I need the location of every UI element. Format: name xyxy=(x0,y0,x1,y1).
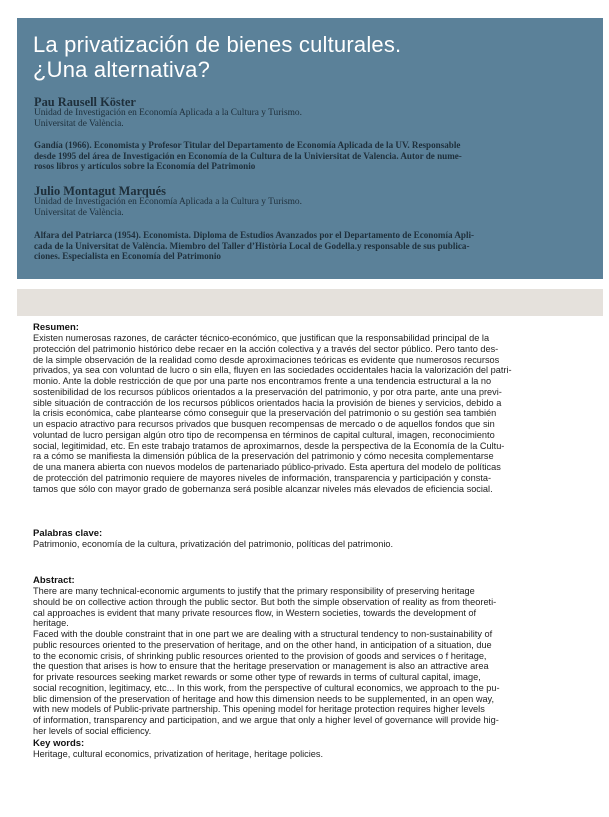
abstract-line: of information, transparency and participation, and we argue that only a higher level of governance will provide hig- xyxy=(33,715,499,725)
abstract-line: to the economic crisis, of shrinking public resources oriented to the provision of goods and services o f heritage, xyxy=(33,650,487,661)
abstract-line: should be on collective action through the public sector. But both the simple observation of reality as from theoreti- xyxy=(33,596,497,607)
resumen-line: tamos que sólo con mayor grado de gobernanza será posible alcanzar niveles más elevados de eficiencia social. xyxy=(33,483,493,494)
author-bio-1 xyxy=(34,140,462,172)
palabras-clave-text xyxy=(33,539,593,550)
abstract-line: blic dimension of the preservation of heritage and how this dimension needs to be supplemented, in an open way, xyxy=(33,693,495,704)
palabras-clave-label: Palabras clave: xyxy=(33,528,103,539)
resumen-line: un espacio atractivo para recursos privados que busquen recompensas de mercado o de aquellos fondos que sin xyxy=(33,419,495,429)
affiliation-line: Universitat de València. xyxy=(34,207,124,218)
key-words-line: Heritage, cultural economics, privatization of heritage, heritage policies. xyxy=(33,749,324,759)
abstract-line: There are many technical-economic arguments to justify that the primary responsibility of preserving heritage xyxy=(33,586,475,596)
affiliation-line: Universitat de València. xyxy=(34,118,124,129)
abstract-section xyxy=(33,575,593,737)
article-header xyxy=(17,18,603,279)
abstract-line: social recognition, legitimacy, etc... In this work, from the perspective of cultural economics, we approach to the pu- xyxy=(33,682,500,693)
abstract-line: cal approaches is evident that many private resources flow, in Western societies, towards the development of xyxy=(33,607,477,618)
title-line-1: La privatización de bienes culturales. xyxy=(33,32,402,57)
resumen-line: privados, ya sea con voluntad de lucro o sin ella, fluyen en las sociedades occidentales hacia la valorización del patri- xyxy=(33,365,512,376)
resumen-line: Existen numerosas razones, de carácter técnico-económico, que justifican que la responsabilidad principal de la xyxy=(33,333,490,343)
resumen-text xyxy=(33,333,593,494)
title-line-2: ¿Una alternativa? xyxy=(33,57,211,82)
author-name-2: Julio Montagut Marqués xyxy=(34,184,166,198)
abstract-line: her levels of social efficiency. xyxy=(33,725,152,736)
abstract-line: Faced with the double constraint that in one part we are dealing with a structural tendency to non-sustainability of xyxy=(33,629,493,639)
author-name-1: Pau Rausell Köster xyxy=(34,95,136,109)
affiliation-line: Unidad de Investigación en Economía Aplicada a la Cultura y Turismo. xyxy=(34,197,302,207)
author-affiliation-2 xyxy=(34,197,302,218)
bio-line: ciones. Especialista en Economía del Patrimonio xyxy=(34,251,221,262)
key-words-section xyxy=(33,738,593,760)
abstract-line: the question that arises is how to ensure that the heritage preservation or management is also an attractive area xyxy=(33,661,489,672)
resumen-label: Resumen: xyxy=(33,322,79,333)
key-words-label: Key words: xyxy=(33,738,85,749)
affiliation-line: Unidad de Investigación en Economía Aplicada a la Cultura y Turismo. xyxy=(34,108,302,118)
bio-line: Alfara del Patriarca (1954). Economista. Diploma de Estudios Avanzados por el Departamento de Economía Apli- xyxy=(34,230,475,240)
bio-line: cada de la Universitat de València. Miembro del Taller d’Història Local de Godella.y responsable de sus publica- xyxy=(34,240,470,251)
resumen-line: sostenibilidad de los recursos públicos orientados a la preservación del patrimonio, y por otra parte, ante una previ- xyxy=(33,386,502,397)
abstract-line: with new models of Public-private partnership. This opening model for heritage protection requires higher levels xyxy=(33,704,485,715)
abstract-text xyxy=(33,586,593,737)
key-words-text xyxy=(33,749,593,760)
resumen-section xyxy=(33,322,593,494)
resumen-line: de protección del patrimonio requiere de mayores niveles de información, transparencia y participación y consta- xyxy=(33,472,492,483)
resumen-line: social, legitimidad, etc. En este trabajo tratamos de aproximarnos, desde la perspectiva de la Economía de la Cultu- xyxy=(33,440,505,451)
resumen-line: ra a cómo se manifiesta la dimensión pública de la preservación del patrimonio y cómo necesita complementarse xyxy=(33,451,494,462)
separator-band xyxy=(17,289,603,316)
article-title xyxy=(33,32,401,82)
abstract-line: heritage. xyxy=(33,618,69,629)
resumen-line: de una manera abierta con nuevos modelos de partenariado público-privado. Esta apertura del modelo de políticas xyxy=(33,462,501,472)
palabras-clave-section xyxy=(33,528,593,550)
resumen-line: voluntad de lucro persigan algún otro tipo de recompensa en términos de capital cultural, imagen, reconocimiento xyxy=(33,429,495,440)
bio-line: Gandía (1966). Economista y Profesor Titular del Departamento de Economía Aplicada de la UV. Responsable xyxy=(34,140,461,150)
author-bio-2 xyxy=(34,230,474,262)
bio-line: desde 1995 del área de Investigación en Economía de la Cultura de la Univiersitat de Valencia. Autor de nume- xyxy=(34,150,462,161)
resumen-line: sible situación de contracción de los recursos públicos orientados hacia la provisión de bienes y servicios, debido a xyxy=(33,397,502,408)
abstract-line: for private resources seeking market rewards or some other type of rewards in terms of cultural capital, image, xyxy=(33,672,481,682)
resumen-line: de la simple observación de la realidad como desde aproximaciones teóricas es evidente que numerosos recursos xyxy=(33,354,500,365)
resumen-line: protección del patrimonio histórico debe recaer en la acción colectiva y a través del sector público. Pero tanto des- xyxy=(33,343,499,354)
resumen-line: monio. Ante la doble restricción de que por una parte nos encontramos frente a una tendencia estructural a la no xyxy=(33,376,492,386)
abstract-label: Abstract: xyxy=(33,575,75,586)
resumen-line: la crisis económica, cabe plantearse cómo conseguir que la preservación del patrimonio o su gestión sea también xyxy=(33,408,497,419)
author-affiliation-1 xyxy=(34,108,302,129)
bio-line: rosos libros y artículos sobre la Economía del Patrimonio xyxy=(34,161,256,172)
palabras-clave-line: Patrimonio, economía de la cultura, privatización del patrimonio, políticas del patrimonio. xyxy=(33,539,394,549)
abstract-line: public resources oriented to the preservation of heritage, and on the other hand, in anticipation of a situation, due xyxy=(33,639,492,650)
